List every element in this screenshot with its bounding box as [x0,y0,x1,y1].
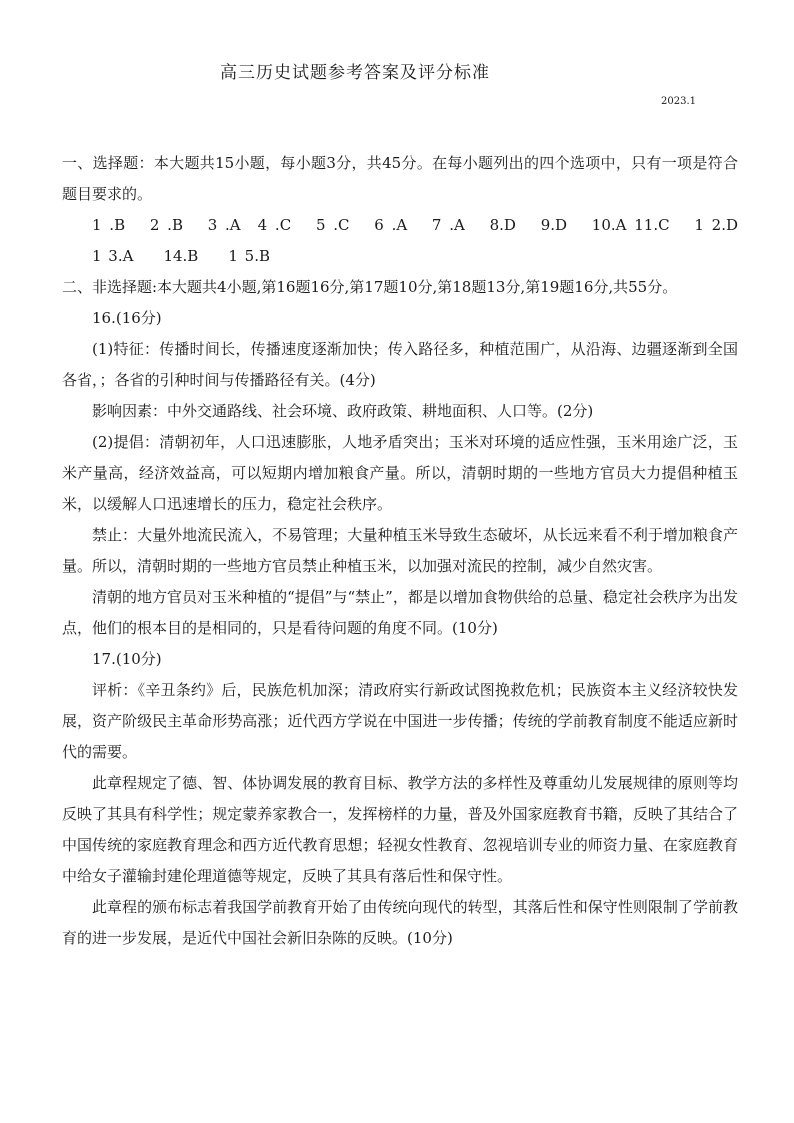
q17-paragraph-1: 评析：《辛丑条约》后，民族危机加深；清政府实行新政试图挽救危机；民族资本主义经济较快发展，资产阶级民主革命形势高涨；近代西方学说在中国进一步传播；传统的学前教育制度不能适应新时代的需要。 [62,681,738,761]
q16-paragraph-3: (2)提倡：清朝初年，人口迅速膨胀，人地矛盾突出；玉米对环境的适应性强，玉米用途广泛，玉米产量高，经济效益高，可以短期内增加粮食产量。所以，清朝时期的一些地方官员大力提倡种植玉米，以缓解人口迅速增长的压力，稳定社会秩序。 [62,433,738,513]
section1-heading: 一、选择题：本大题共15小题，每小题3分，共45分。在每小题列出的四个选项中，只有一项是符合题目要求的。 [62,154,738,203]
q17-label: 17.(10分) [92,650,162,668]
q17-paragraph-2: 此章程规定了德、智、体协调发展的教育目标、教学方法的多样性及尊重幼儿发展规律的原则等均反映了其具有科学性；规定蒙养家教合一，发挥榜样的力量，普及外国家庭教育书籍，反映了其结合了中国传统的家庭教育理念和西方近代教育思想；轻视女性教育、忽视培训专业的师资力量、在家庭教育中给女子灌输封建伦理道德等规定，反映了其具有落后性和保守性。 [62,774,738,885]
q16-paragraph-4: 禁止：大量外地流民流入，不易管理；大量种植玉米导致生态破坏，从长远来看不利于增加粮食产量。所以，清朝时期的一些地方官员禁止种植玉米，以加强对流民的控制，减少自然灾害。 [62,526,738,575]
document-body [62,148,769,954]
q16-paragraph-2: 影响因素：中外交通路线、社会环境、政府政策、耕地面积、人口等。(2分) [92,402,594,420]
q16-paragraph-1: (1)特征：传播时间长，传播速度逐渐加快；传入路径多，种植范围广，从沿海、边疆逐渐到全国各省，；各省的引种时间与传播路径有关。(4分) [62,340,738,389]
multiple-choice-answers: 1 .B 2 .B 3 .A 4 .C 5 .C 6 .A 7 .A 8.D 9.D 10.A 11.C 1 2.D 1 3.A 14.B 1 5.B [92,216,769,265]
q17-paragraph-3: 此章程的颁布标志着我国学前教育开始了由传统向现代的转型，其落后性和保守性则限制了学前教育的进一步发展，是近代中国社会新旧杂陈的反映。(10分) [62,898,738,947]
q16-label: 16.(16分) [92,309,162,327]
q16-paragraph-5: 清朝的地方官员对玉米种植的“提倡”与“禁止”，都是以增加食物供给的总量、稳定社会秩序为出发点，他们的根本目的是相同的，只是看待问题的角度不同。(10分) [62,588,738,637]
section2-heading: 二、非选择题:本大题共4小题,第16题16分,第17题10分,第18题13分,第19题16分,共55分。 [62,278,678,296]
page-title: 高三历史试题参考答案及评分标准 [220,63,490,83]
date-label: 2023.1 [661,96,696,107]
